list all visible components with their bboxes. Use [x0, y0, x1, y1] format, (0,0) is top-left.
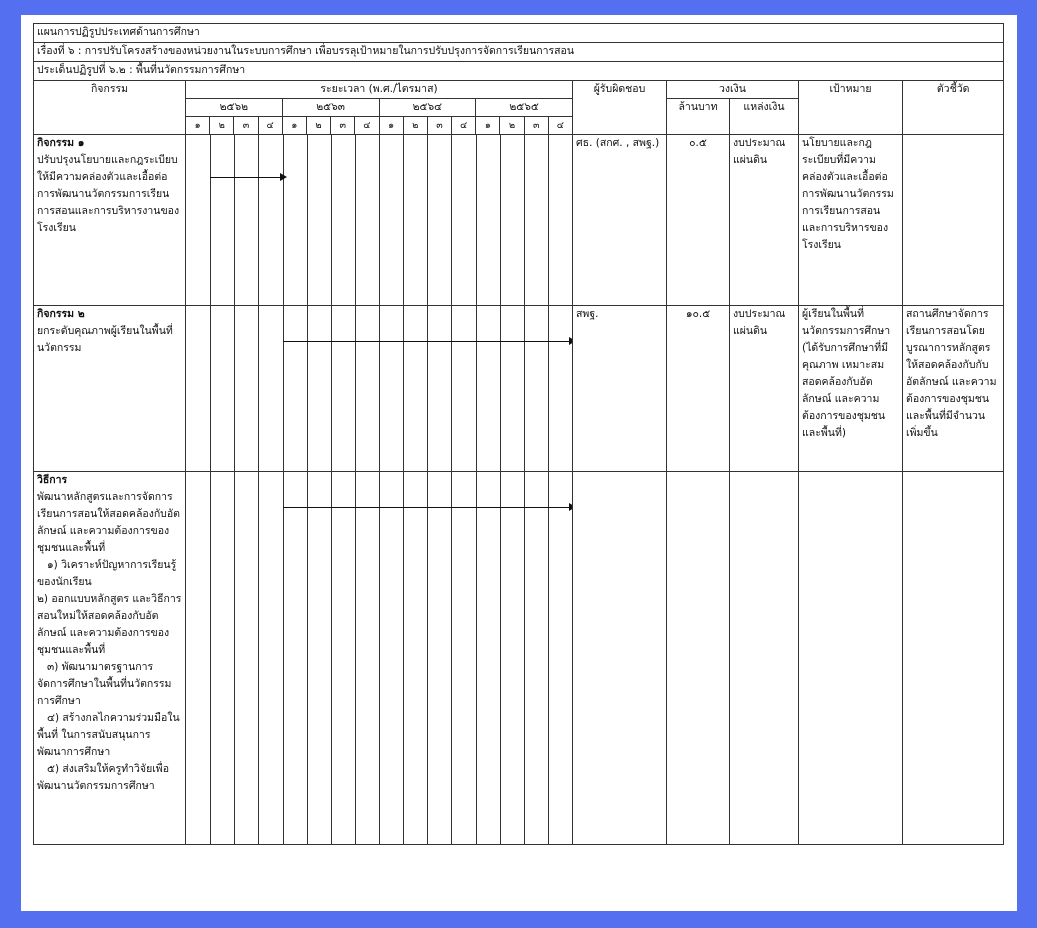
quarter-gridline [379, 472, 380, 844]
quarter-gridline [331, 472, 332, 844]
gantt-cell [186, 472, 573, 845]
quarter-gridline [283, 306, 284, 471]
budget-source-cell: งบประมาณแผ่นดิน [730, 306, 799, 472]
method-line: ๓) พัฒนามาตรฐานการจัดการศึกษาในพื้นที่นวัตกรรมการศึกษา [37, 661, 172, 707]
quarter-gridline [258, 135, 259, 305]
quarter-label: ๓ [427, 117, 451, 135]
budget-amount-cell [667, 472, 730, 845]
quarter-label: ๔ [452, 117, 476, 135]
indicator-cell [903, 135, 1004, 306]
quarter-gridline [500, 306, 501, 471]
quarter-label: ๒ [210, 117, 234, 135]
year-col: ๒๕๖๒ [186, 99, 283, 117]
quarter-gridline [403, 472, 404, 844]
quarter-gridline [307, 472, 308, 844]
year-col: ๒๕๖๔ [379, 99, 476, 117]
method-line: ๕) ส่งเสริมให้ครูทำวิจัยเพื่อพัฒนานวัตกรรมการศึกษา [37, 763, 170, 792]
responsible-cell: ศธ. (สกศ. , สพฐ.) [573, 135, 667, 306]
quarter-gridline [427, 135, 428, 305]
col-responsible: ผู้รับผิดชอบ [573, 81, 667, 135]
year-col: ๒๕๖๓ [282, 99, 379, 117]
topic-title: เรื่องที่ ๖ : การปรับโครงสร้างของหน่วยงานในระบบการศึกษา เพื่อบรรลุเป้าหมายในการปรับปรุงการจัดการเรียนการสอน [34, 43, 1004, 62]
col-activity: กิจกรรม [34, 81, 186, 135]
responsible-cell: สพฐ. [573, 306, 667, 472]
quarter-gridline [476, 306, 477, 471]
quarter-label: ๑ [282, 117, 306, 135]
gantt-cell [186, 306, 573, 472]
quarter-gridline [355, 135, 356, 305]
quarter-gridline [210, 306, 211, 471]
quarter-gridline [500, 472, 501, 844]
quarter-gridline [548, 135, 549, 305]
table-row [34, 472, 1004, 845]
activity-description: ยกระดับคุณภาพผู้เรียนในพื้นที่นวัตกรรม [37, 325, 173, 354]
gantt-grid [186, 135, 572, 305]
col-budget-source: แหล่งเงิน [730, 99, 799, 135]
activity-title: วิธีการ [37, 474, 68, 486]
responsible-cell [573, 472, 667, 845]
quarter-gridline [548, 472, 549, 844]
quarter-gridline [210, 135, 211, 305]
reform-plan-table [33, 23, 1004, 845]
target-cell: นโยบายและกฎระเบียบที่มีความคล่องตัวและเอื้อต่อการพัฒนานวัตกรรมการเรียนการสอนและการบริหารของโรงเรียน [799, 135, 903, 306]
quarter-label: ๔ [258, 117, 282, 135]
document-sheet [21, 15, 1017, 911]
quarter-gridline [427, 306, 428, 471]
quarter-label: ๓ [524, 117, 548, 135]
budget-source-cell [730, 472, 799, 845]
quarter-gridline [379, 135, 380, 305]
col-indicator: ตัวชี้วัด [903, 81, 1004, 135]
quarter-gridline [524, 472, 525, 844]
quarter-gridline [258, 306, 259, 471]
quarter-gridline [403, 135, 404, 305]
quarter-label: ๓ [234, 117, 258, 135]
indicator-cell [903, 472, 1004, 845]
quarter-label: ๒ [403, 117, 427, 135]
quarter-gridline [258, 472, 259, 844]
budget-amount-cell: ๐.๕ [667, 135, 730, 306]
timeline-arrow [283, 507, 573, 508]
quarter-label: ๒ [306, 117, 330, 135]
col-timeframe: ระยะเวลา (พ.ศ./ไตรมาส) [186, 81, 573, 99]
method-line: ๑) วิเคราะห์ปัญหาการเรียนรู้ของนักเรียน [37, 559, 177, 588]
quarter-gridline [403, 306, 404, 471]
method-line: ๔) สร้างกลไกความร่วมมือในพื้นที่ ในการสนับสนุนการพัฒนาการศึกษา [37, 712, 180, 758]
gantt-cell [186, 135, 573, 306]
col-budget: วงเงิน [667, 81, 799, 99]
quarter-gridline [379, 306, 380, 471]
quarter-gridline [331, 306, 332, 471]
quarter-gridline [524, 306, 525, 471]
quarter-gridline [451, 472, 452, 844]
gantt-grid [186, 306, 572, 471]
quarter-label: ๑ [186, 117, 210, 135]
quarter-gridline [210, 472, 211, 844]
timeline-arrow [210, 177, 284, 178]
quarter-label: ๑ [476, 117, 500, 135]
quarter-gridline [524, 135, 525, 305]
quarter-gridline [476, 472, 477, 844]
quarter-gridline [331, 135, 332, 305]
quarter-label: ๒ [500, 117, 524, 135]
quarter-gridline [307, 135, 308, 305]
activity-title: กิจกรรม ๑ [37, 137, 85, 149]
quarter-label: ๔ [548, 117, 572, 135]
quarter-gridline [234, 472, 235, 844]
method-line: พัฒนาหลักสูตรและการจัดการเรียนการสอนให้สอดคล้องกับอัตลักษณ์ และความต้องการของชุมชนและพื้นที่ [37, 491, 180, 554]
quarter-gridline [451, 135, 452, 305]
quarter-gridline [283, 135, 284, 305]
table-row [34, 135, 1004, 306]
target-cell: ผู้เรียนในพื้นที่นวัตกรรมการศึกษา (ได้รับการศึกษาที่มีคุณภาพ เหมาะสม สอดคล้องกับอัตลักษณ์ และความต้องการของชุมชนและพื้นที่) [799, 306, 903, 472]
plan-title: แผนการปฏิรูปประเทศด้านการศึกษา [34, 24, 1004, 43]
quarter-gridline [355, 472, 356, 844]
target-cell [799, 472, 903, 845]
quarter-gridline [307, 306, 308, 471]
budget-amount-cell: ๑๐.๕ [667, 306, 730, 472]
issue-title: ประเด็นปฏิรูปที่ ๖.๒ : พื้นที่นวัตกรรมการศึกษา [34, 62, 1004, 81]
budget-source-cell: งบประมาณแผ่นดิน [730, 135, 799, 306]
quarter-gridline [476, 135, 477, 305]
timeline-arrow [283, 341, 573, 342]
quarter-label: ๑ [379, 117, 403, 135]
gantt-grid [186, 472, 572, 844]
quarter-gridline [500, 135, 501, 305]
quarter-gridline [234, 306, 235, 471]
quarter-gridline [451, 306, 452, 471]
table-row [34, 306, 1004, 472]
quarter-gridline [283, 472, 284, 844]
quarter-label: ๓ [331, 117, 355, 135]
method-line: ๒) ออกแบบหลักสูตร และวิธีการสอนใหม่ให้สอดคล้องกับอัตลักษณ์ และความต้องการของชุมชนและพื้นที่ [37, 593, 182, 656]
activity-cell [34, 135, 186, 306]
activity-cell [34, 472, 186, 845]
col-budget-amount: ล้านบาท [667, 99, 730, 135]
quarter-gridline [427, 472, 428, 844]
quarter-label: ๔ [355, 117, 379, 135]
quarter-gridline [355, 306, 356, 471]
quarter-gridline [548, 306, 549, 471]
activity-description: ปรับปรุงนโยบายและกฎระเบียบให้มีความคล่องตัวและเอื้อต่อการพัฒนานวัตกรรมการเรียนการสอนและการบริหารงานของโรงเรียน [37, 154, 180, 234]
activity-cell [34, 306, 186, 472]
activity-title: กิจกรรม ๒ [37, 308, 85, 320]
col-target: เป้าหมาย [799, 81, 903, 135]
year-col: ๒๕๖๕ [476, 99, 573, 117]
quarter-gridline [234, 135, 235, 305]
indicator-cell: สถานศึกษาจัดการเรียนการสอนโดยบูรณาการหลักสูตรให้สอดคล้องกับกับอัตลักษณ์ และความต้องการของชุมชนและพื้นที่มีจำนวนเพิ่มขึ้น [903, 306, 1004, 472]
